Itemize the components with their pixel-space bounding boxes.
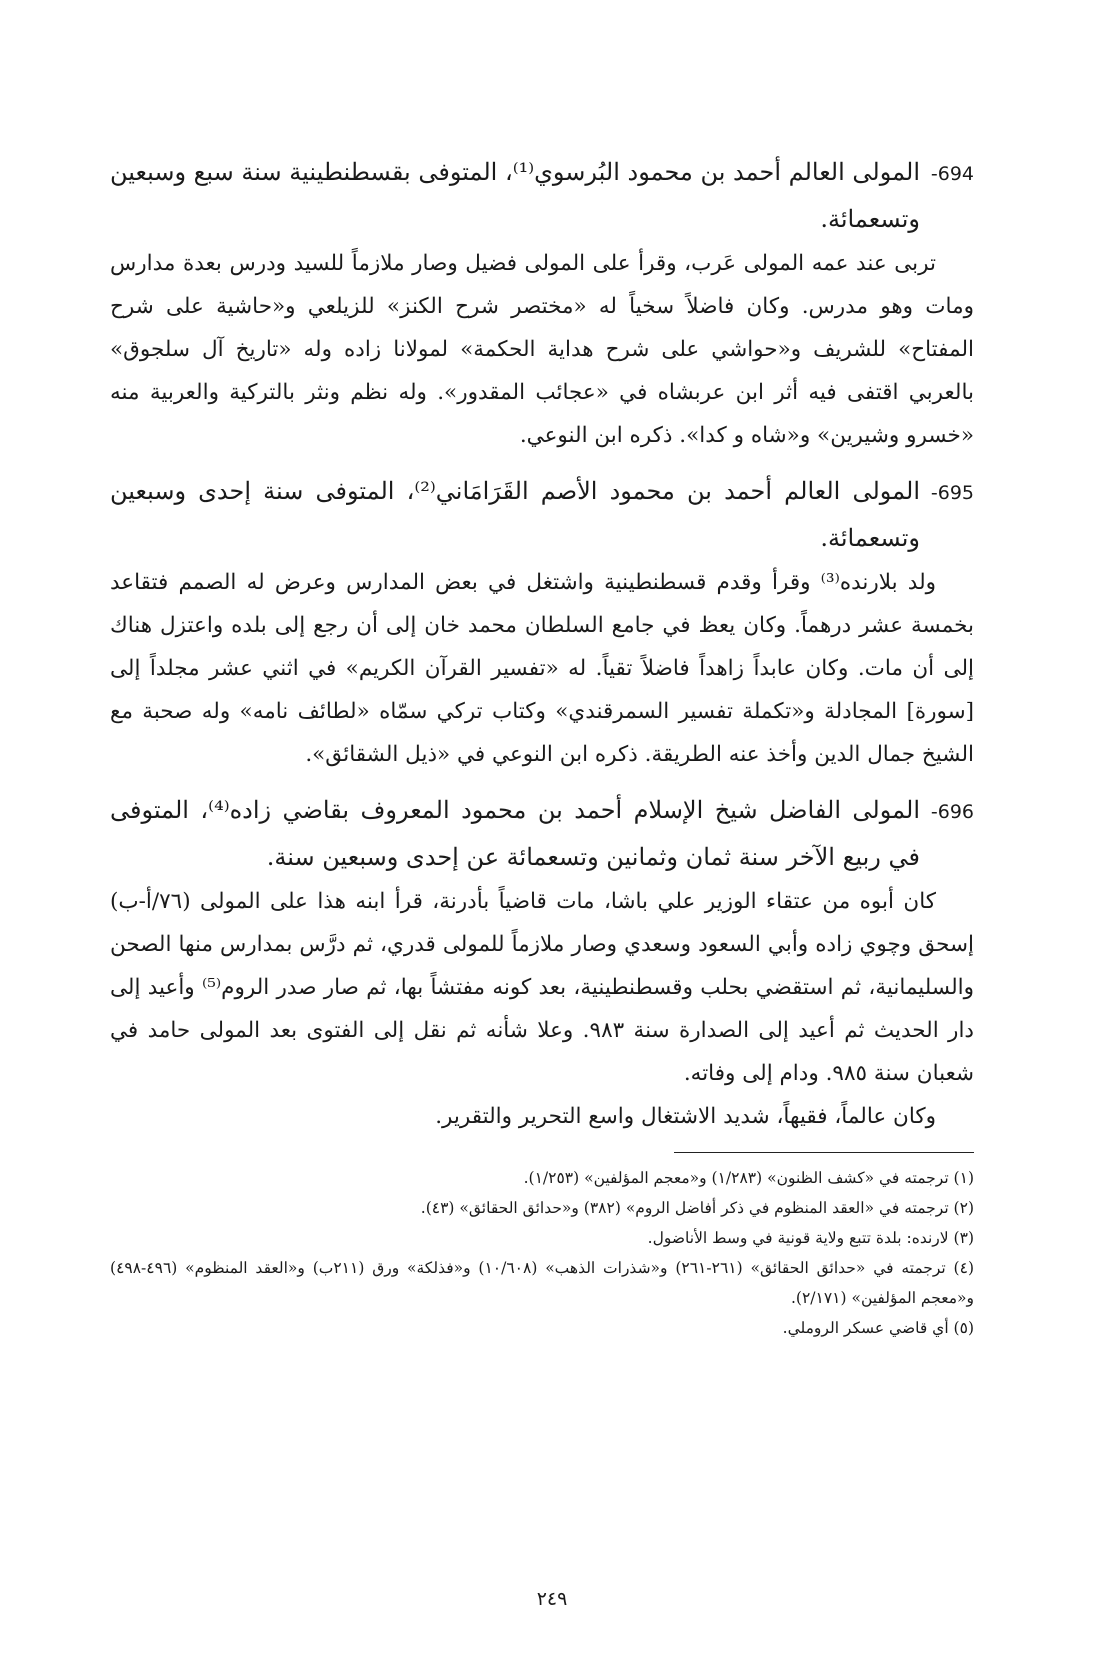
entry-paragraph: ولد بلارنده⁽³⁾ وقرأ وقدم قسطنطينية واشتغل في بعض المدارس وعرض له الصمم فتقاعد بخمسة عشر درهماً. وكان يعظ في جامع السلطان محمد خان إلى أن رجع إلى بلده واعتزل هناك إلى أن مات. وكان عابداً زاهداً فاضلاً تقياً. له «تفسير القرآن الكريم» في اثني عشر مجلداً إلى [سورة] المجادلة و«تكملة تفسير السمرقندي» وكتاب تركي سمّاه «لطائف نامه» وله صحبة مع الشيخ جمال الدين وأخذ عنه الطريقة. ذكره ابن النوعي في «ذيل الشقائق». [110, 570, 974, 767]
footnote-divider [674, 1152, 974, 1153]
footnote-3: (٣) لارنده: بلدة تتبع ولاية قونية في وسط الأناضول. [647, 1229, 974, 1247]
entry-title: المولى العالم أحمد بن محمود البُرسوي⁽¹⁾، المتوفى بقسطنطينية سنة سبع وسبعين وتسعمائة. [110, 158, 920, 233]
footnote-2: (٢) ترجمته في «العقد المنظوم في ذكر أفاضل الروم» (٣٨٢) و«حدائق الحقائق» (٤٣). [420, 1199, 974, 1217]
entry-heading [110, 788, 974, 880]
entry-number: 695- [930, 482, 975, 504]
footnote-1: (١) ترجمته في «كشف الظنون» (١/٢٨٣) و«معجم المؤلفين» (١/٢٥٣). [523, 1169, 974, 1187]
entry-paragraph: تربى عند عمه المولى عَرب، وقرأ على المولى فضيل وصار ملازماً للسيد ودرس بعدة مدارس ومات وهو مدرس. وكان فاضلاً سخياً له «مختصر شرح الكنز» للزيلعي و«حاشية على شرح المفتاح» للشريف و«حواشي على شرح هداية الحكمة» لمولانا زاده وله «تاريخ آل سلجوق» بالعربي اقتفى فيه أثر ابن عربشاه في «عجائب المقدور». وله نظم ونثر بالتركية والعربية منه «خسرو وشيرين» و«شاه و كدا». ذكره ابن النوعي. [110, 251, 974, 448]
footnote-5: (٥) أي قاضي عسكر الروملي. [782, 1319, 974, 1337]
entry-title: المولى الفاضل شيخ الإسلام أحمد بن محمود المعروف بقاضي زاده⁽⁴⁾، المتوفى في ربيع الآخر سنة ثمان وثمانين وتسعمائة عن إحدى وسبعين سنة. [110, 796, 921, 871]
entry-title: المولى العالم أحمد بن محمود الأصم القَرَامَاني⁽²⁾، المتوفى سنة إحدى وسبعين وتسعمائة. [110, 477, 921, 552]
entry-paragraph: وكان عالماً، فقيهاً، شديد الاشتغال واسع التحرير والتقرير. [435, 1104, 936, 1129]
entry-695 [110, 469, 974, 776]
entry-694 [110, 150, 974, 457]
page-number: ٢٤٩ [536, 1588, 568, 1610]
entry-heading [110, 150, 974, 242]
entry-heading [110, 469, 974, 561]
entry-696 [110, 788, 974, 1138]
footnotes [110, 1163, 974, 1343]
footnote-4: (٤) ترجمته في «حدائق الحقائق» (٢٦١-٢٦١) و«شذرات الذهب» (١٠/٦٠٨) و«فذلكة» ورق (٢١١ب) و«العقد المنظوم» (٤٩٦-٤٩٨) و«معجم المؤلفين» (٢/١٧١). [110, 1259, 974, 1307]
entry-number: 696- [930, 801, 975, 823]
entry-paragraph: كان أبوه من عتقاء الوزير علي باشا، مات قاضياً بأدرنة، قرأ ابنه هذا على المولى (٧٦/أ-ب) إسحق وچوي زاده وأبي السعود وسعدي وصار ملازماً للمولى قدري، ثم درَّس بمدارس منها الصحن والسليمانية، ثم استقضي بحلب وقسطنطينية، بعد كونه مفتشاً بها، ثم صار صدر الروم⁽⁵⁾ وأعيد إلى دار الحديث ثم أعيد إلى الصدارة سنة ٩٨٣. وعلا شأنه ثم نقل إلى الفتوى بعد المولى حامد في شعبان سنة ٩٨٥. ودام إلى وفاته. [110, 889, 974, 1086]
entry-number: 694- [930, 163, 974, 185]
